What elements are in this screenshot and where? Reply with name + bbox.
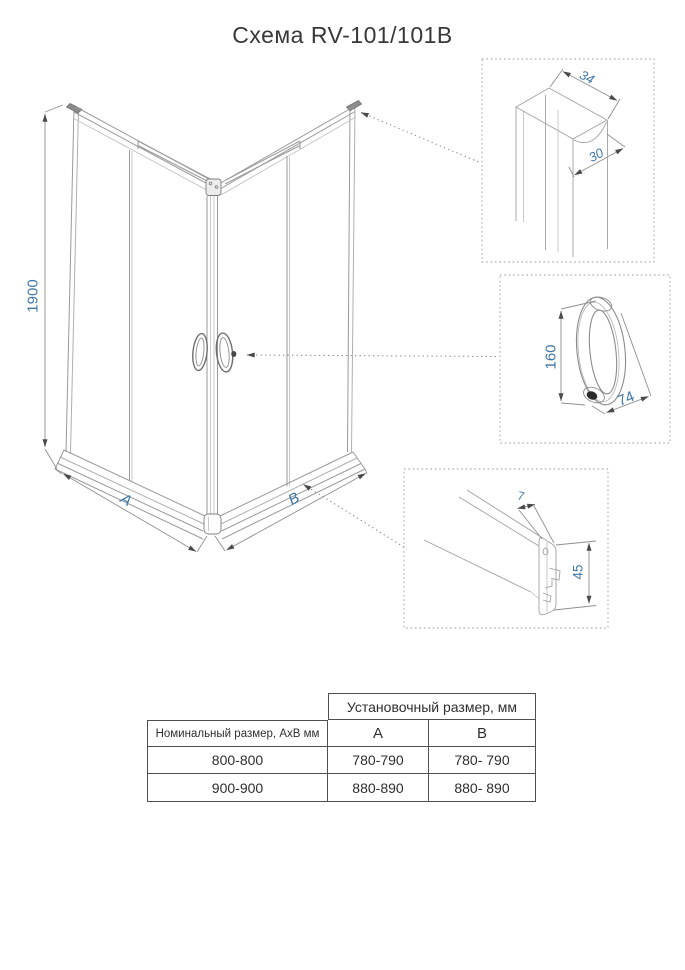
table-cell-b-1: 880- 890 <box>429 774 536 802</box>
table-cell-nominal-1: 900-900 <box>147 774 328 802</box>
size-table <box>147 693 536 802</box>
table-header-nominal-size: Номинальный размер, АхВ мм <box>147 720 328 747</box>
dim-label-side-a: A <box>117 490 135 510</box>
table-header-install-size: Установочный размер, мм <box>328 693 536 720</box>
table-corner-spacer <box>147 693 328 720</box>
leader-to-handle <box>247 355 499 357</box>
table-cell-a-0: 780-790 <box>328 747 429 774</box>
dim-label-profile-depth: 30 <box>586 144 606 166</box>
leader-to-wall-profile <box>361 113 481 164</box>
dim-label-handle-width: 74 <box>615 387 637 411</box>
table-cell-a-1: 880-890 <box>328 774 429 802</box>
leader-to-bottom-rail <box>304 485 408 550</box>
table-header-col-a: А <box>328 720 429 747</box>
dim-label-side-b: B <box>285 489 303 509</box>
height-dimension <box>45 105 63 469</box>
detail-box-handle <box>500 275 670 443</box>
dim-label-rail-height: 45 <box>570 564 586 580</box>
dim-label-handle-height: 160 <box>542 344 560 370</box>
table-header-col-b: В <box>429 720 536 747</box>
table-cell-nominal-0: 800-800 <box>147 747 328 774</box>
dim-label-profile-width: 34 <box>577 66 597 88</box>
table-cell-b-0: 780- 790 <box>429 747 536 774</box>
detail-box-bottom-rail <box>404 469 608 628</box>
detail-box-wall-profile <box>482 59 654 262</box>
dim-label-height: 1900 <box>24 279 42 313</box>
dim-label-rail-thickness: 7 <box>515 488 527 504</box>
page-title: Схема RV-101/101B <box>232 22 453 48</box>
main-enclosure-drawing <box>55 101 365 540</box>
detail-leaders <box>247 113 499 550</box>
